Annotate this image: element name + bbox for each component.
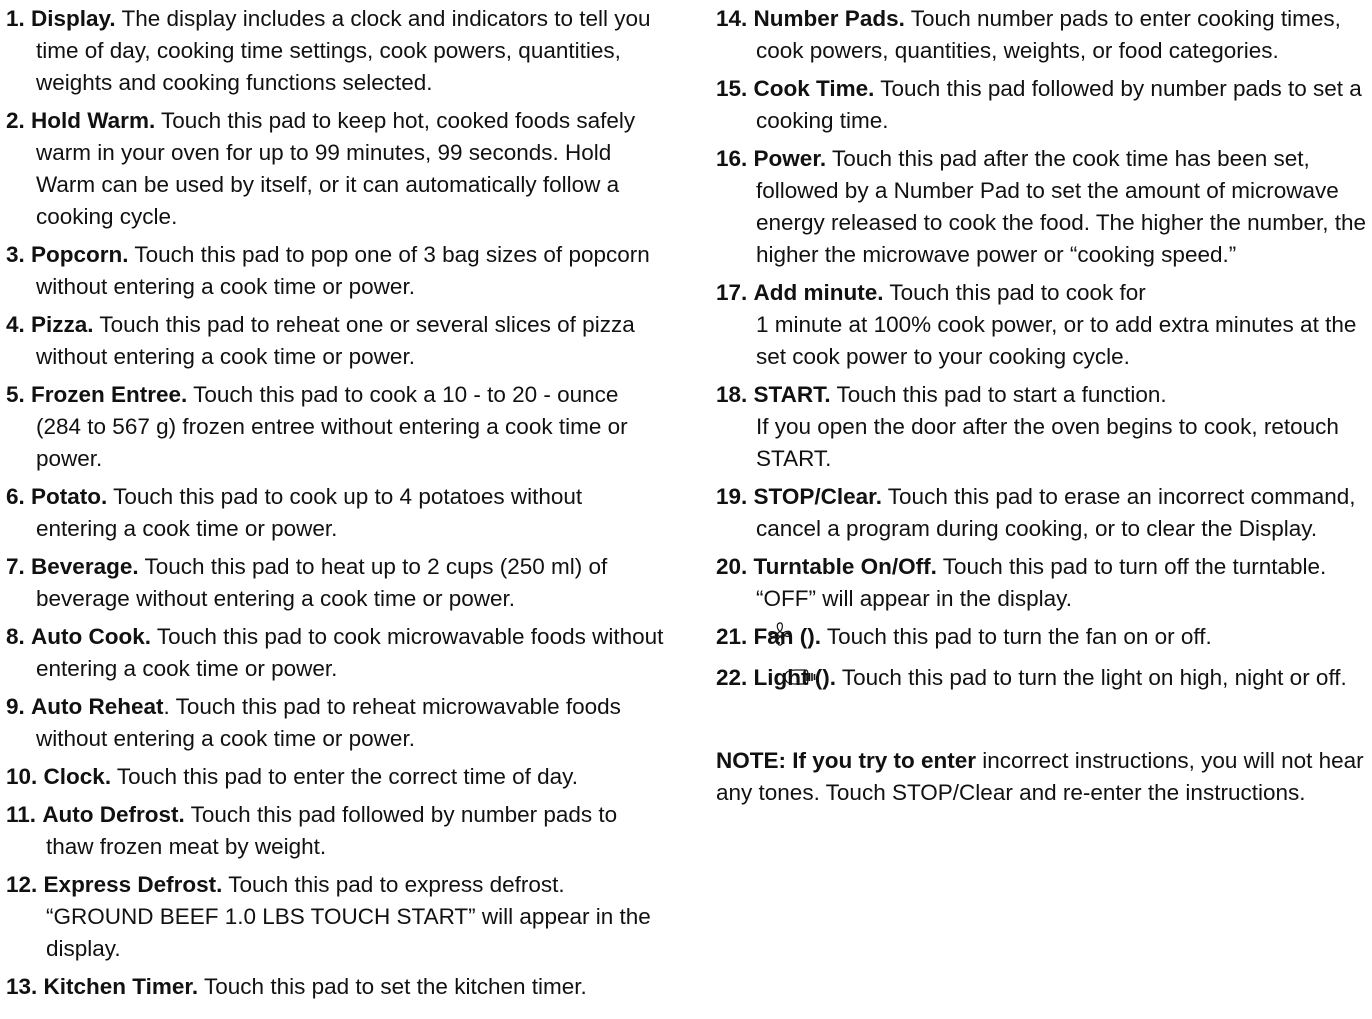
- item-term: Turntable On/Off.: [753, 554, 937, 579]
- list-item-add-minute: [716, 277, 1368, 373]
- list-item-beverage: [6, 551, 668, 615]
- list-item-fan: [716, 621, 1368, 656]
- left-column: [6, 3, 668, 1009]
- list-item-auto-reheat: [6, 691, 668, 755]
- item-term: Display.: [31, 6, 116, 31]
- item-term: Auto Defrost.: [42, 802, 185, 827]
- list-item-frozen-entree: [6, 379, 668, 475]
- item-number: 16.: [716, 146, 748, 171]
- item-text: Touch this pad to reheat one or several slices of pizza without entering a cook time or power.: [36, 312, 635, 369]
- item-number: 5.: [6, 382, 25, 407]
- list-item-number-pads: [716, 3, 1368, 67]
- item-text: The display includes a clock and indicators to tell you time of day, cooking time settings, cook powers, quantities, weights and cooking functions selected.: [36, 6, 651, 95]
- item-term: Potato.: [31, 484, 108, 509]
- list-item-turntable: [716, 551, 1368, 615]
- item-term-end: ).: [822, 665, 837, 690]
- list-item-cook-time: [716, 73, 1368, 137]
- item-text: Touch this pad after the cook time has been set, followed by a Number Pad to set the amount of microwave energy released to cook the food. The higher the number, the higher the microwave power or “cooking speed.”: [756, 146, 1366, 267]
- item-text: Touch this pad to cook for: [883, 280, 1146, 305]
- list-item-pizza: [6, 309, 668, 373]
- item-term: Add minute.: [753, 280, 884, 305]
- item-text: Touch this pad to set the kitchen timer.: [198, 974, 587, 999]
- list-item-clock: [6, 761, 668, 793]
- item-number: 17.: [716, 280, 748, 305]
- item-text: Touch this pad followed by number pads to thaw frozen meat by weight.: [46, 802, 618, 859]
- item-number: 13.: [6, 974, 38, 999]
- list-item-kitchen-timer: [6, 971, 668, 1003]
- list-item-stop-clear: [716, 481, 1368, 545]
- list-item-auto-cook: [6, 621, 668, 685]
- item-number: 2.: [6, 108, 25, 133]
- item-number: 18.: [716, 382, 748, 407]
- item-text: Touch this pad to turn off the turntable. “OFF” will appear in the display.: [756, 554, 1327, 611]
- item-number: 20.: [716, 554, 748, 579]
- item-number: 4.: [6, 312, 25, 337]
- item-text: Touch this pad to start a function.: [830, 382, 1167, 407]
- item-text: . Touch this pad to reheat microwavable foods without entering a cook time or power.: [36, 694, 621, 751]
- item-term: Auto Cook.: [31, 624, 152, 649]
- item-term: STOP/Clear.: [753, 484, 882, 509]
- item-number: 11.: [6, 802, 37, 827]
- item-term: Hold Warm.: [31, 108, 156, 133]
- item-text-continued: 1 minute at 100% cook power, or to add extra minutes at the set cook power to your cooking cycle.: [756, 312, 1357, 369]
- item-term-end: ).: [807, 624, 822, 649]
- item-text-continued: If you open the door after the oven begins to cook, retouch START.: [756, 414, 1339, 471]
- item-term-start: Light (: [753, 665, 823, 690]
- item-text: Touch this pad to enter the correct time of day.: [111, 764, 578, 789]
- item-text: Touch number pads to enter cooking times, cook powers, quantities, weights, or food categories.: [756, 6, 1341, 63]
- list-item-power: [716, 143, 1368, 271]
- item-term: Power.: [753, 146, 827, 171]
- item-term: Beverage.: [31, 554, 139, 579]
- item-term: Cook Time.: [753, 76, 875, 101]
- item-term: START.: [753, 382, 831, 407]
- item-term: Clock.: [43, 764, 112, 789]
- item-text: Touch this pad to cook a 10 - to 20 - ounce (284 to 567 g) frozen entree without entering a cook time or power.: [36, 382, 628, 471]
- item-number: 7.: [6, 554, 25, 579]
- item-text: Touch this pad to heat up to 2 cups (250 ml) of beverage without entering a cook time or power.: [36, 554, 608, 611]
- item-text: Touch this pad to express defrost. “GROUND BEEF 1.0 LBS TOUCH START” will appear in the display.: [46, 872, 651, 961]
- item-number: 1.: [6, 6, 25, 31]
- list-item-start: [716, 379, 1368, 475]
- note-paragraph: [716, 745, 1368, 809]
- item-number: 21.: [716, 624, 748, 649]
- item-term: [754, 624, 822, 649]
- item-term: Auto Reheat: [31, 694, 164, 719]
- list-item-express-defrost: [6, 869, 668, 965]
- item-term: Pizza.: [31, 312, 94, 337]
- list-item-light: [716, 662, 1368, 697]
- item-text: Touch this pad to erase an incorrect command, cancel a program during cooking, or to clear the Display.: [756, 484, 1356, 541]
- item-term: Express Defrost.: [43, 872, 223, 897]
- note-text: incorrect instructions, you will not hear any tones. Touch STOP/Clear and re-enter the instructions.: [716, 748, 1364, 805]
- item-term: Kitchen Timer.: [43, 974, 199, 999]
- item-number: 12.: [6, 872, 38, 897]
- item-text: Touch this pad to keep hot, cooked foods safely warm in your oven for up to 99 minutes, 99 seconds. Hold Warm can be used by itself, or it can automatically follow a cooking cycle.: [36, 108, 636, 229]
- list-item-potato: [6, 481, 668, 545]
- item-text: Touch this pad to turn the light on high, night or off.: [836, 665, 1347, 690]
- item-text: Touch this pad to cook up to 4 potatoes without entering a cook time or power.: [36, 484, 583, 541]
- item-number: 19.: [716, 484, 748, 509]
- item-term: Number Pads.: [753, 6, 905, 31]
- item-text: Touch this pad to pop one of 3 bag sizes of popcorn without entering a cook time or power.: [36, 242, 650, 299]
- list-item-hold-warm: [6, 105, 668, 233]
- item-number: 10.: [6, 764, 38, 789]
- item-number: 3.: [6, 242, 25, 267]
- item-text: Touch this pad followed by number pads to set a cooking time.: [756, 76, 1362, 133]
- list-item-display: [6, 3, 668, 99]
- right-column: [716, 3, 1368, 809]
- item-term-start: Fan (: [753, 624, 808, 649]
- item-number: 14.: [716, 6, 748, 31]
- item-term: Popcorn.: [31, 242, 129, 267]
- item-number: 9.: [6, 694, 25, 719]
- item-number: 8.: [6, 624, 25, 649]
- item-number: 22.: [716, 665, 748, 690]
- list-item-auto-defrost: [6, 799, 668, 863]
- note-lead: NOTE: If you try to enter: [716, 748, 977, 773]
- item-number: 6.: [6, 484, 25, 509]
- item-text: Touch this pad to turn the fan on or off.: [821, 624, 1212, 649]
- item-text: Touch this pad to cook microwavable foods without entering a cook time or power.: [36, 624, 664, 681]
- list-item-popcorn: [6, 239, 668, 303]
- item-number: 15.: [716, 76, 748, 101]
- item-term: Frozen Entree.: [31, 382, 188, 407]
- item-term: [754, 665, 836, 690]
